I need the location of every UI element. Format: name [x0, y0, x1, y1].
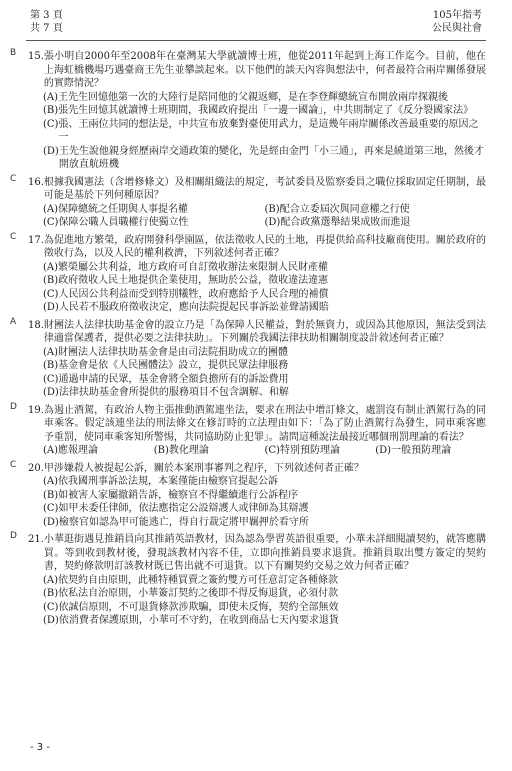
exam-title: 105年指考 — [432, 10, 482, 21]
page-header-right — [432, 9, 482, 35]
answer-mark: C — [10, 173, 17, 184]
answer-mark: A — [10, 316, 17, 327]
option-b: (B) 如被害人家屬撤銷告訴，檢察官不得繼續進行公訴程序 — [43, 489, 299, 501]
answer-mark: D — [10, 531, 17, 541]
answer-mark: C — [10, 231, 17, 242]
header-divider — [26, 40, 486, 41]
question-stem: 小華逛街遇見推銷員向其推銷英語教材，因為認為學習英語很重要，小華未詳細閱讀契約，就答應購買。等到收到教材後，發現該教材內容不佳，立即向推銷員要求退貨。推銷員取出雙方簽定的契約書，契約條款明訂該教材既已售出就不可退貨。以下有關契約交易之效力何者正確？ — [43, 534, 486, 572]
option-row — [0, 444, 512, 458]
question-number: 21. — [28, 534, 44, 545]
question-stem: 根據我國憲法（含增修條文）及相關組織法的規定，考試委員及監察委員之職位採取固定任期制，最可能是基於下列何種原因？ — [43, 176, 486, 201]
page-footer-number: - 3 - — [30, 742, 50, 753]
answer-mark: B — [10, 48, 17, 58]
subject-title: 公民與社會 — [432, 23, 482, 34]
option-d: (D) 法律扶助基金會所提供的服務項目不包含調解、和解 — [43, 387, 289, 398]
question-number: 20. — [28, 462, 44, 474]
option-a: (A) 王先生回憶他第一次的大陸行是陪同他的父親返鄉，是在李登輝總統宣布開放兩岸探親後 — [43, 91, 449, 103]
option-a: (A) 依我國刑事訴訟法規，本案僅能由檢察官提起公訴 — [43, 476, 279, 487]
option-c: (C) 通過申請的民眾，基金會將全額負擔所有的訴訟費用 — [43, 373, 289, 385]
question-number: 15. — [28, 51, 44, 62]
option-c: (C) 依誠信原則，不可退貨條款涉欺騙，即使未反悔，契約全部無效 — [43, 601, 339, 613]
question-stem: 財團法人法律扶助基金會的設立乃是「為保障人民權益，對於無資力，或因為其他原因，無法受到法律適當保護者，提供必要之法律扶助」。下列關於我國法律扶助相關制度設計敘述何者正確？ — [43, 319, 486, 344]
option-d: (D) 依消費者保護原則，小華可不守約，在收到商品七天內要求退貨 — [43, 615, 339, 626]
option-a: (A) 繁榮屬公共利益，地方政府可自訂徵收辦法來限制人民財產權 — [43, 261, 329, 273]
option-row-ab — [0, 203, 512, 217]
option-d: (D) 王先生說他親身經歷兩岸交通政策的變化，先是經由金門「小三通」，再來是繞道第三地，然後才開放直航班機 — [43, 145, 484, 170]
question-18 — [0, 316, 512, 400]
question-stem: 為遏止酒駕，有政治人物主張推動酒駕連坐法，要求在刑法中增訂條文，處罰沒有制止酒駕行為的同車乘客。假定該連坐法的刑法條文在修訂時的立法理由如下：「為了防止酒駕行為發生，同車乘客應予重罰，使同車乘客知所警惕，共同協助防止犯罪」。請問這種說法最接近哪個刑罰理論的看法？ — [43, 404, 486, 443]
question-number: 19. — [28, 404, 44, 416]
question-number: 17. — [28, 234, 44, 246]
option-d: (D)一般預防理論 — [375, 445, 452, 456]
page-number: 第 3 頁 — [30, 10, 63, 21]
questions-area — [0, 50, 512, 632]
option-c: (C) 張、王兩位共同的想法是，中共宣布放棄對臺使用武力，是這幾年兩岸關係改善最重要的原因之一 — [43, 118, 479, 143]
option-row-cd — [0, 216, 512, 230]
option-a: (A) 依契約自由原則，此種特種買賣之簽約雙方可任意訂定各種條款 — [43, 574, 339, 586]
option-b: (B) 基金會是依《人民團體法》設立，提供民眾法律服務 — [43, 360, 289, 371]
option-d: (D)配合政黨選舉結果成敗而進退 — [264, 217, 411, 228]
option-b: (B)配合立委屆次與同意權之行使 — [264, 203, 410, 215]
question-number: 16. — [28, 176, 44, 188]
option-c: (C) 如甲未委任律師，依法應指定公設辯護人或律師為其辯護 — [43, 503, 309, 514]
question-number: 18. — [28, 319, 44, 331]
answer-mark: D — [10, 401, 17, 412]
option-a: (A)保障總統之任期與人事提名權 — [43, 203, 189, 215]
question-stem: 為促進地方繁榮，政府開發科學園區，依法徵收人民的土地，再提供給高科技廠商使用。關於政府的徵收行為，以及人民的權利救濟，下列敘述何者正確？ — [43, 234, 486, 259]
answer-mark: C — [10, 459, 17, 470]
option-b: (B) 張先生回憶其就讀博士班期間，我國政府提出「一邊一國論」，中共則制定了《反分裂國家法》 — [43, 105, 474, 116]
question-stem: 甲涉嫌殺人被提起公訴，關於本案刑事審判之程序，下列敘述何者正確？ — [43, 462, 364, 474]
option-b: (B) 依私法自治原則，小華簽訂契約之後即不得反悔退貨，必須付款 — [43, 588, 339, 599]
option-a: (A)應報理論 — [43, 445, 99, 456]
option-c: (C) 人民因公共利益而受到特別犧牲，政府應給予人民合理的補償 — [43, 288, 329, 300]
option-d: (D) 人民若不服政府徵收決定，應向法院提起民事訴訟並聲請國賠 — [43, 302, 329, 313]
question-19 — [0, 401, 512, 458]
question-15 — [0, 50, 512, 172]
question-21 — [0, 533, 512, 628]
option-c: (C)保障公職人員職權行使獨立性 — [43, 217, 189, 228]
option-d: (D) 檢察官如認為甲可能逃亡，得自行裁定將甲羈押於看守所 — [43, 516, 309, 528]
question-17 — [0, 231, 512, 315]
option-b: (B)教化理論 — [153, 445, 209, 456]
option-a: (A) 財團法人法律扶助基金會是由司法院捐助成立的團體 — [43, 346, 289, 358]
option-b: (B) 政府徵收人民土地提供企業使用，無助於公益，徵收違法違憲 — [43, 275, 329, 286]
option-c: (C)特別預防理論 — [264, 445, 340, 456]
question-20 — [0, 459, 512, 530]
total-pages: 共 7 頁 — [30, 23, 63, 34]
question-stem: 張小明自2000年至2008年在臺灣某大學就讀博士班，他從2011年起到上海工作迄今。目前，他在上海虹橋機場巧遇臺商王先生並攀談起來。以下他們的談天內容與想法中，何者最符合兩岸關係發展的實際情況？ — [43, 51, 486, 89]
page-header-left — [30, 9, 63, 35]
question-16 — [0, 173, 512, 230]
